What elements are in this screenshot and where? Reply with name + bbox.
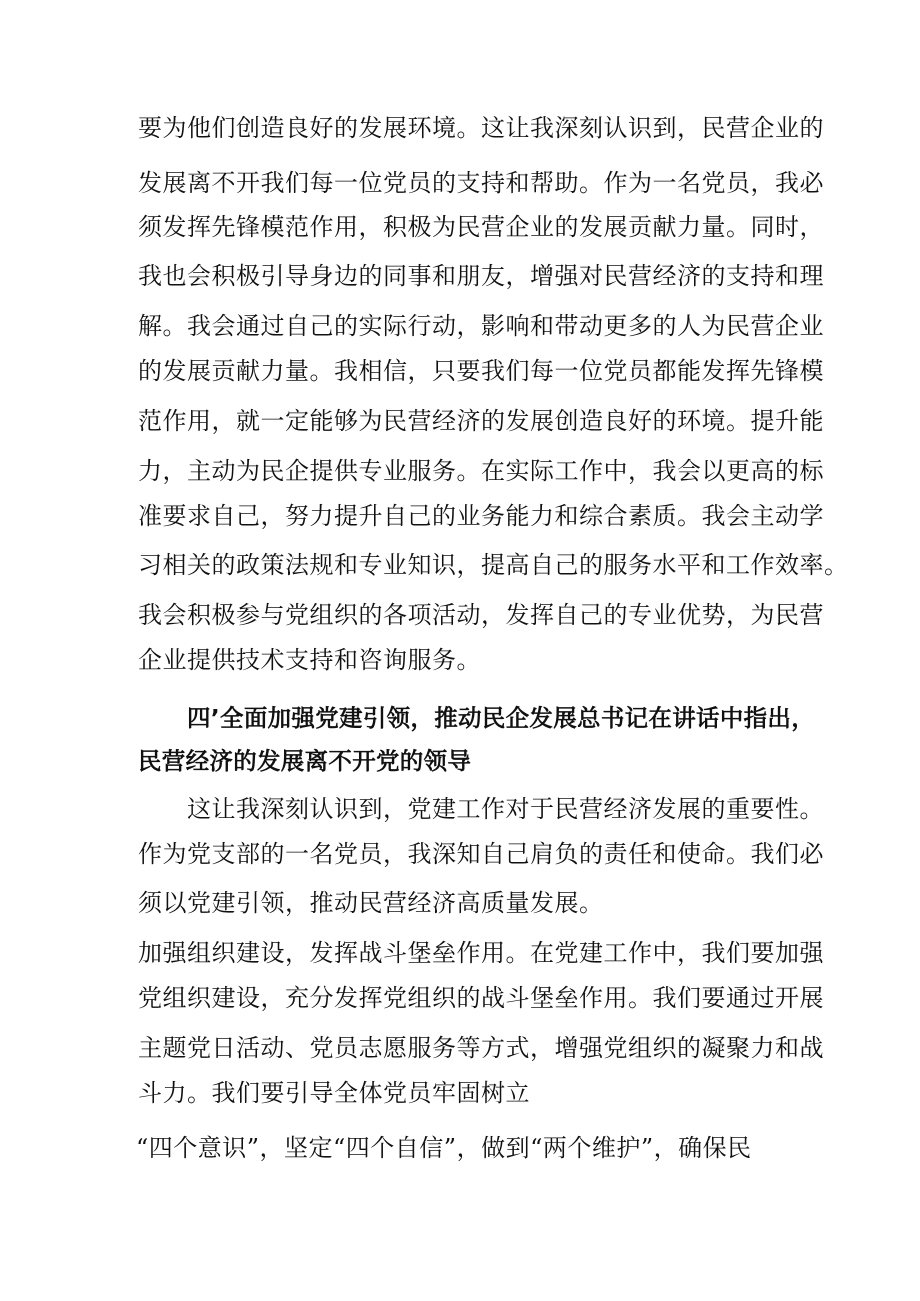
body-text-line: 须发挥先锋模范作用，积极为民营企业的发展贡献力量。同时， bbox=[138, 213, 824, 241]
body-text-line: 党组织建设，充分发挥党组织的战斗堡垒作用。我们要通过开展 bbox=[138, 984, 824, 1012]
body-text-line: 解。我会通过自己的实际行动，影响和带动更多的人为民营企业 bbox=[138, 312, 824, 340]
body-text-line: 主题党日活动、党员志愿服务等方式，增强党组织的凝聚力和战 bbox=[138, 1034, 824, 1062]
body-text-line: 习相关的政策法规和专业知识，提高自己的服务水平和工作效率。 bbox=[138, 551, 849, 579]
body-text-line: 力，主动为民企提供专业服务。在实际工作中，我会以更高的标 bbox=[138, 457, 824, 485]
body-text-line: 要为他们创造良好的发展环境。这让我深刻认识到，民营企业的 bbox=[138, 114, 824, 142]
body-text-line: 斗力。我们要引导全体党员牢固树立 bbox=[138, 1079, 530, 1107]
body-text-line: 的发展贡献力量。我相信，只要我们每一位党员都能发挥先锋模 bbox=[138, 357, 824, 385]
body-text-line: 作为党支部的一名党员，我深知自己肩负的责任和使命。我们必 bbox=[138, 840, 824, 868]
body-text-line: 企业提供技术支持和咨询服务。 bbox=[138, 646, 481, 674]
body-text-line: 准要求自己，努力提升自己的业务能力和综合素质。我会主动学 bbox=[138, 502, 824, 530]
body-text-line: 须以党建引领，推动民营经济高质量发展。 bbox=[138, 889, 604, 917]
body-text-line: 加强组织建设，发挥战斗堡垒作用。在党建工作中，我们要加强 bbox=[138, 939, 824, 967]
section-heading: 民营经济的发展离不开党的领导 bbox=[138, 747, 472, 775]
body-text-line: 这让我深刻认识到，党建工作对于民营经济发展的重要性。 bbox=[187, 795, 824, 823]
body-text-line: “四个意识”，坚定“四个自信”，做到“两个维护”，确保民 bbox=[136, 1134, 752, 1162]
body-text-line: 范作用，就一定能够为民营经济的发展创造良好的环境。提升能 bbox=[138, 407, 824, 435]
body-text-line: 我会积极参与党组织的各项活动，发挥自己的专业优势，为民营 bbox=[138, 601, 824, 629]
body-text-line: 发展离不开我们每一位党员的支持和帮助。作为一名党员，我必 bbox=[138, 169, 824, 197]
section-heading: 四’全面加强党建引领，推动民企发展总书记在讲话中指出， bbox=[187, 704, 816, 732]
body-text-line: 我也会积极引导身边的同事和朋友，增强对民营经济的支持和理 bbox=[138, 262, 824, 290]
